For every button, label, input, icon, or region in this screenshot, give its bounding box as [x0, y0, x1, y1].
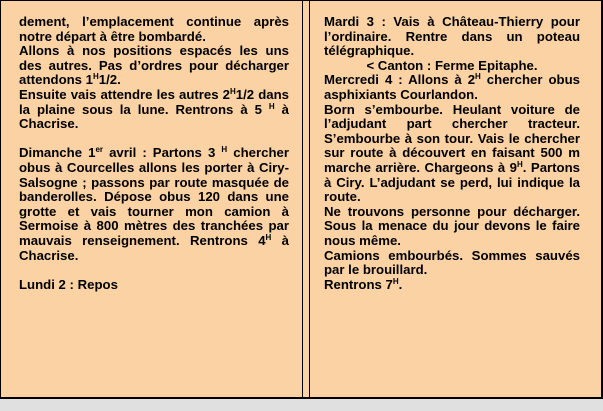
text-line: Allons à nos positions espacés les uns des autres. Pas d’ordres pour décharger attendons 1 [19, 43, 289, 88]
paragraph-canton: < Canton : Ferme Epitaphe. [366, 57, 538, 73]
paragraph-tuesday: Mardi 3 : Vais à Château-Thierry pour l’ordinaire. Rentre dans un poteau télégraphique. [324, 14, 580, 59]
text-run: chercher obus asphixiants Courlandon. [324, 72, 580, 102]
left-column [19, 15, 289, 292]
text-run: avril : Partons 3 [103, 145, 222, 161]
column-divider [302, 1, 310, 398]
text-run: à Chacrise. [19, 232, 289, 263]
paragraph-born [324, 103, 580, 205]
text-run: . Partons à Ciry. L’adjudant se perd, lui indique la route. [324, 159, 580, 205]
superscript: H [93, 72, 99, 82]
text-run: Mercredi 4 : Allons à 2 [324, 72, 476, 88]
text-line: 1/2 dans la plaine sous la lune. Rentrons à 5 [19, 86, 289, 117]
text-line: dement, l’emplacement continue après notre départ à être bombardé. [19, 14, 289, 44]
text-run: Born s’embourbe. Heulant voiture de l’adjudant part chercher tracteur. S’embourbe à son tour. Vais le chercher sur route à découvert en faisant 500 m marche arrière. Chargeons à 9 [324, 101, 580, 175]
superscript: er [95, 145, 104, 155]
superscript: H [517, 159, 523, 169]
text-run: Dimanche 1 [19, 145, 96, 161]
superscript: H [221, 145, 228, 155]
paragraph-sunday [19, 146, 289, 263]
text-run: . [398, 276, 403, 292]
paragraph-monday: Lundi 2 : Repos [19, 276, 118, 292]
text-line: à Chacrise. [19, 101, 289, 132]
superscript: H [475, 72, 481, 82]
paragraph-opening [19, 15, 289, 132]
text-run: chercher obus à Courcelles allons les porter à Ciry-Salsogne ; passons par route masquée de banderolles. Dépose obus 120 dans une grotte et vais tourner mon camion à Sermoise à 800 mètres des tranchées par mauvais renseignement. Rentrons 4 [19, 145, 289, 248]
shadow-bottom [0, 397, 603, 399]
text-run: Rentrons 7 [324, 276, 393, 292]
text-line: Ensuite vais attendre les autres 2 [19, 86, 231, 102]
paragraph-unloading: Ne trouvons personne pour décharger. Sous la menace du jour devons le faire nous même. [324, 203, 580, 248]
text-line: 1/2. [98, 72, 121, 88]
superscript: H [265, 232, 272, 242]
superscript: H [268, 101, 275, 111]
superscript: H [392, 276, 399, 286]
paragraph-wednesday [324, 73, 580, 102]
right-column [324, 15, 580, 292]
paragraph-return [324, 278, 580, 293]
paragraph-trucks: Camions embourbés. Sommes sauvés par le brouillard. [324, 247, 580, 278]
superscript: H [230, 86, 236, 96]
